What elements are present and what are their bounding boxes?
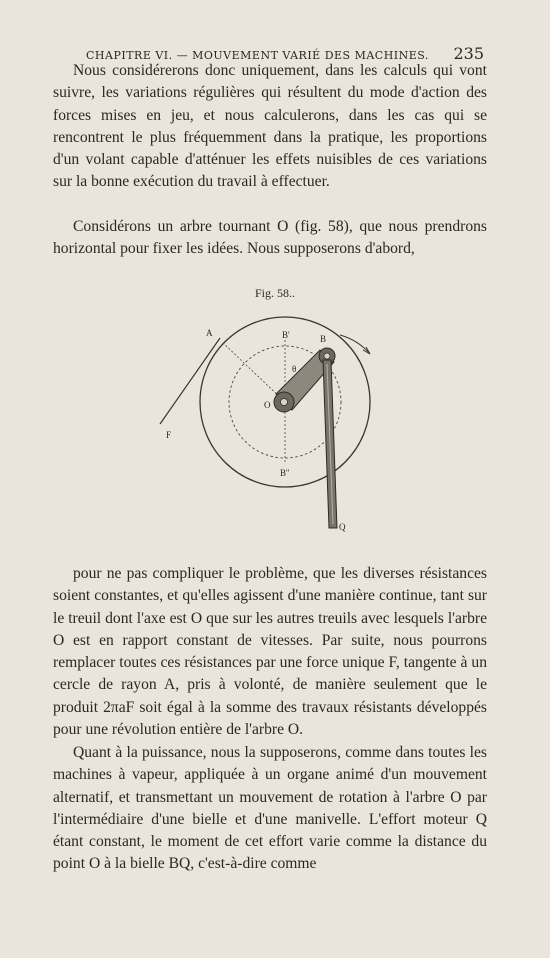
label-B: B xyxy=(320,334,327,344)
crank-pin-center xyxy=(324,353,330,359)
label-A: A xyxy=(206,328,213,338)
figure-58-drawing xyxy=(166,302,390,542)
paragraph-1: Nous considérerons donc uniquement, dans les calculs qui vont suivre, les variations régulières qui résultent du mode d'action des forces mises en jeu, et nous calculerons, dans les cas qui se rencontrent le plus fréquemment dans la pratique, les proportions d'un volant capable d'atténuer les effets nuisibles de ces variations sur la bonne exécution du travail à effectuer. xyxy=(53,62,487,191)
label-B-prime: B' xyxy=(282,330,290,340)
label-O: O xyxy=(264,400,271,410)
figure-58 xyxy=(166,302,390,542)
figure-caption: Fig. 58.. xyxy=(254,286,295,300)
paragraph-4: Quant à la puissance, nous la supposerons, comme dans toutes les machines à vapeur, appliquée à un organe animé d'un mouvement alternatif, et transmettant un mouvement de rotation à l'arbre O par l'intermédiaire d'une bielle et d'une manivelle. L'effort moteur Q étant constant, le moment de cet effort varie comme la distance du point O à la bielle BQ, c'est-à-dire comme xyxy=(53,744,487,873)
running-title: CHAPITRE VI. — MOUVEMENT VARIÉ DES MACHINES. xyxy=(86,49,429,62)
paragraph-2: Considérons un arbre tournant O (fig. 58), que nous prendrons horizontal pour fixer les idées. Nous supposerons d'abord, xyxy=(53,218,487,258)
paragraph-3: pour ne pas compliquer le problème, que les diverses résistances soient constantes, et qu'elles agissent d'une manière continue, tant sur le treuil dont l'axe est O que sur les autres treuils avec lesquels l'arbre O est en rapport constant de vitesses. Par suite, nous pourrons remplacer toutes ces résistances par une force unique F, tangente à un cercle de rayon A, pris à volonté, de manière seulement que le produit 2πaF soit égal à la somme des travaux résistants développés pour une révolution entière de l'arbre O. xyxy=(53,565,487,739)
page-number: 235 xyxy=(453,44,484,63)
hub-center xyxy=(281,399,288,406)
label-F: F xyxy=(166,430,172,440)
label-Q: Q xyxy=(339,522,346,532)
label-B-second: B'' xyxy=(280,468,290,478)
radius-to-A xyxy=(222,342,285,402)
force-F-line xyxy=(160,338,220,424)
label-theta: θ xyxy=(292,364,297,374)
